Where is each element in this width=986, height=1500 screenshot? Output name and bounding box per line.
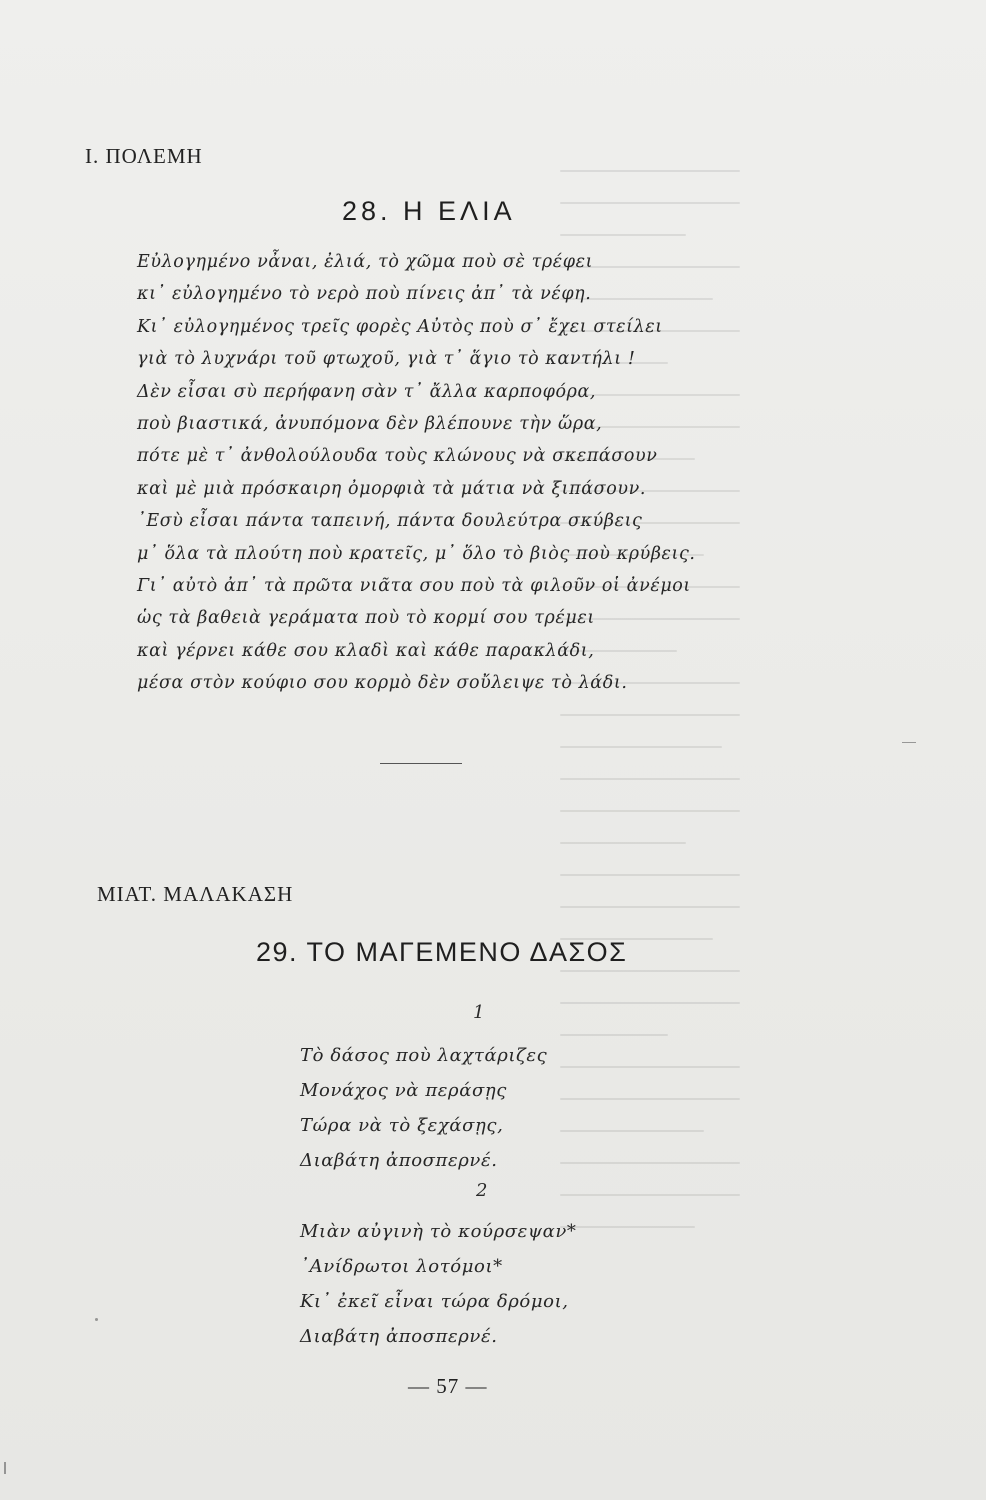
- author-name: Ι. ΠΟΛΕΜΗ: [85, 144, 203, 168]
- stanza: [300, 1214, 577, 1354]
- poem-line: κι᾿ εὐλογημένο τὸ νερὸ ποὺ πίνεις ἀπ᾿ τὰ νέφη.: [137, 284, 592, 305]
- poem-line: Δὲν εἶσαι σὺ περήφανη σὰν τ᾿ ἄλλα καρποφόρα,: [137, 381, 597, 402]
- poem-line: ᾿Ανίδρωτοι λοτόμοι*: [300, 1256, 503, 1277]
- poem-line: καὶ γέρνει κάθε σου κλαδὶ καὶ κάθε παρακλάδι,: [137, 640, 595, 661]
- page-number: — 57 —: [408, 1374, 488, 1398]
- section-divider: [380, 763, 462, 764]
- poem-line: καὶ μὲ μιὰ πρόσκαιρη ὀμορφιὰ τὰ μάτια νὰ ξιπάσουν.: [137, 478, 646, 499]
- stanza: [300, 1038, 547, 1178]
- paper-speck: [95, 1318, 98, 1321]
- paper-speck: [902, 742, 916, 743]
- poem-line: Γι᾿ αὐτὸ ἀπ᾿ τὰ πρῶτα νιᾶτα σου ποὺ τὰ φιλοῦν οἱ ἀνέμοι: [137, 575, 691, 596]
- poem-line: Τώρα νὰ τὸ ξεχάσῃς,: [300, 1115, 504, 1136]
- poem-line: Μονάχος νὰ περάσῃς: [300, 1080, 507, 1101]
- stanza-number: 1: [473, 1002, 485, 1023]
- poem-line: γιὰ τὸ λυχνάρι τοῦ φτωχοῦ, γιὰ τ᾿ ἅγιο τὸ καντήλι !: [137, 349, 636, 370]
- poem-title: 29. ΤΟ ΜΑΓΕΜΕΝΟ ΔΑΣΟΣ: [256, 937, 628, 967]
- poem-title: 28. Η ΕΛΙΑ: [342, 196, 516, 226]
- poem-line: Κι᾿ εὐλογημένος τρεῖς φορὲς Αὐτὸς ποὺ σ᾿ ἔχει στείλει: [137, 316, 663, 337]
- poem-line: μέσα στὸν κούφιο σου κορμὸ δὲν σοὔλειψε τὸ λάδι.: [137, 673, 628, 694]
- poem-line: Εὐλογημένο νἆναι, ἐλιά, τὸ χῶμα ποὺ σὲ τρέφει: [137, 252, 594, 272]
- author-name: ΜΙΑΤ. ΜΑΛΑΚΑΣΗ: [97, 882, 294, 906]
- poem-line: ᾿Εσὺ εἶσαι πάντα ταπεινή, πάντα δουλεύτρα σκύβεις: [137, 511, 643, 532]
- poem-line: ποὺ βιαστικά, ἀνυπόμονα δὲν βλέπουνε τὴν ὥρα,: [137, 413, 603, 434]
- poem-line: Διαβάτη ἀποσπερνέ.: [300, 1150, 498, 1171]
- poem-line: Μιὰν αὐγινὴ τὸ κούρσεψαν*: [300, 1221, 577, 1242]
- poem-line: πότε μὲ τ᾿ ἀνθολούλουδα τοὺς κλώνους νὰ σκεπάσουν: [137, 446, 658, 467]
- poem-line: μ᾿ ὅλα τὰ πλούτη ποὺ κρατεῖς, μ᾿ ὅλο τὸ βιὸς ποὺ κρύβεις.: [137, 543, 696, 564]
- stanza-number: 2: [476, 1180, 488, 1201]
- poem-line: Κι᾿ ἐκεῖ εἶναι τώρα δρόμοι,: [300, 1291, 569, 1312]
- paper-speck: [4, 1462, 6, 1474]
- poem-line: Τὸ δάσος ποὺ λαχτάριζες: [300, 1045, 548, 1066]
- poem-line: ὡς τὰ βαθειὰ γεράματα ποὺ τὸ κορμί σου τρέμει: [137, 608, 595, 629]
- poem-body: [137, 246, 696, 699]
- poem-line: Διαβάτη ἀποσπερνέ.: [300, 1326, 498, 1347]
